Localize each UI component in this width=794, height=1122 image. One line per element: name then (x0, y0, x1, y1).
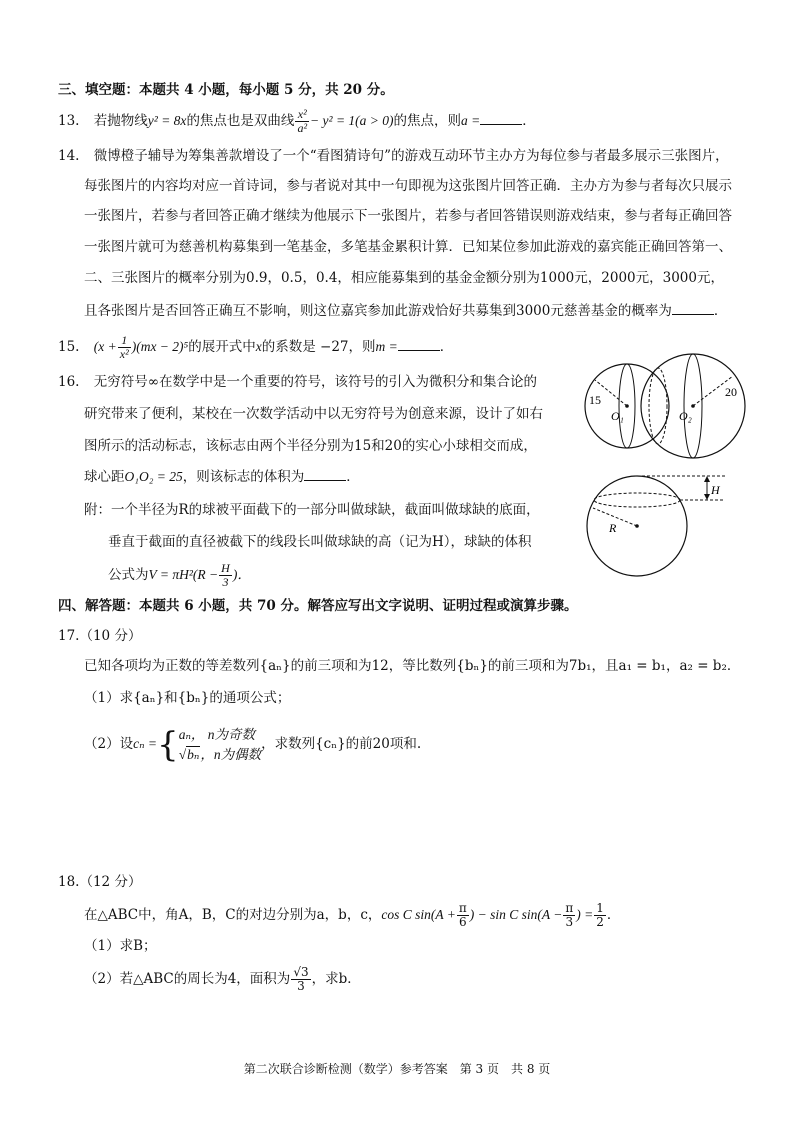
q17-sqrt-bn: bₙ (187, 746, 200, 762)
center-o2-point (691, 404, 695, 408)
question-16-line-1 (58, 372, 537, 392)
q15-text-mid: 的展开式中 (188, 339, 256, 355)
q13-hyperbola: − y² = 1(a > 0) (310, 113, 394, 128)
q17-part-2 (84, 722, 421, 766)
q18-eq-c: ) = (576, 907, 594, 922)
q16-number: 16. (58, 374, 80, 390)
q18-p2-den: 3 (297, 979, 305, 993)
q16-line-4: 球心距O₁O₂ = 25，则该标志的体积为 ． (84, 466, 360, 487)
label-r: R (609, 521, 617, 535)
q14-text-5: 二、三张图片的概率分别为0.9，0.5，0.4，相应能募集到的基金金额分别为1000元，2000元，3000元， (84, 270, 724, 286)
left-brace-icon: { (157, 724, 179, 765)
q14-text-6: 且各张图片是否回答正确互不影响，则这位嘉宾参加此游戏恰好共募集到3000元慈善基金的概率为 (84, 303, 672, 319)
q14-answer-blank[interactable] (672, 300, 714, 315)
section-4-heading: 四、解答题：本题共 6 小题，共 70 分。解答应写出文字说明、证明过程或演算步骤。 (58, 598, 578, 614)
q18-f3-den: 2 (596, 915, 604, 929)
q17-cn: cₙ = (133, 736, 158, 751)
q17-number: 17.（10 分） (58, 628, 142, 644)
q17-stem: 已知各项均为正数的等差数列{aₙ}的前三项和为12，等比数列{bₙ}的前三项和为7b₁，且a₁ = b₁，a₂ = b₂． (84, 658, 741, 674)
q18-f1-num: π (458, 901, 467, 915)
q13-ask: a = (461, 113, 481, 128)
q13-text: 若抛物线 (93, 113, 148, 129)
cap-base-circle (594, 493, 680, 507)
q16-note-3-pre: 公式为 (108, 567, 149, 583)
q16-text-1: 无穷符号∞在数学中是一个重要的符号，该符号的引入为微积分和集合论的 (93, 374, 538, 390)
label-15: 15 (589, 393, 601, 407)
center-o1-point (625, 404, 629, 408)
arrow-down-icon (704, 494, 710, 500)
q16-note-2: 垂直于截面的直径被截下的线段长叫做球缺的高（记为H），球缺的体积 (108, 534, 532, 550)
label-20: 20 (725, 385, 737, 399)
q14-line-6: 且各张图片是否回答正确互不影响，则这位嘉宾参加此游戏恰好共募集到3000元慈善基金的概率为 ． (84, 300, 727, 321)
q18-f2-num: π (565, 901, 574, 915)
q15-ask: m = (375, 339, 398, 354)
q14-text-3: 一张图片，若参与者回答正确才继续为他展示下一张图片，若参与者回答错误则游戏结束，参与者每正确回答 (84, 208, 732, 224)
q14-text-4: 一张图片就可为慈善机构募集到一笔基金，多笔基金累积计算．已知某位参加此游戏的嘉宾能正确回答第一、 (84, 239, 732, 255)
q17-case-odd: aₙ， n为奇数 (178, 726, 256, 742)
question-15: 15. (x + $\frac{1}{\text{x²}}$ )(mx − 2)⁵的展开式中x的系数是 −27，则m = ． (58, 333, 454, 361)
question-13: 13. 若抛物线y² = 8x的焦点也是双曲线 $\frac{\text{x²}}{\text{a²}}$ − y² = 1(a > 0)的焦点，则a = ． (58, 107, 536, 135)
cap-center-point (635, 524, 639, 528)
q16-formula-fraction (219, 562, 232, 589)
two-spheres-figure (575, 352, 770, 464)
spherical-cap-figure (585, 468, 735, 580)
q13-text-mid: 的焦点也是双曲线 (186, 113, 295, 129)
q13-answer-blank[interactable] (480, 110, 522, 125)
q18-eq-b: ) − sin C sin(A − (469, 907, 563, 922)
q15-answer-blank[interactable] (398, 336, 440, 351)
q18-f3-num: 1 (596, 901, 604, 915)
q13-frac-num: x² (295, 108, 309, 122)
q15-number: 15. (58, 339, 80, 355)
q16-note-3 (108, 562, 251, 589)
q16-text-4-pre: 球心距 (84, 469, 125, 485)
q13-frac-den: a² (297, 121, 308, 135)
label-o1: O₁ (611, 409, 624, 423)
q17-part-2-pre: （2）设 (84, 736, 134, 752)
q16-frac-den: 3 (222, 575, 229, 589)
q13-fraction (295, 108, 309, 135)
q15-fraction (118, 334, 131, 361)
q16-text-2: 研究带来了便利，某校在一次数学活动中以无穷符号为创意来源，设计了如右 (84, 406, 543, 422)
q17-case-even (179, 745, 261, 765)
q18-part-2 (84, 964, 361, 994)
q17-part-1: （1）求{aₙ}和{bₙ}的通项公式； (84, 690, 291, 706)
label-o2: O₂ (679, 409, 692, 423)
q17-cases (179, 725, 261, 765)
q18-part-1: （1）求B； (84, 938, 157, 954)
q16-frac-num: H (221, 561, 230, 575)
q14-text-1: 微博橙子辅导为筹集善款增设了一个“看图猜诗句”的游戏互动环节主办方为每位参与者最多展示三张图片， (93, 148, 729, 164)
q15-var: x (255, 339, 262, 354)
label-h: H (711, 483, 720, 497)
q13-text-post: 的焦点，则 (393, 113, 462, 129)
q16-note-3-post: )． (232, 567, 251, 582)
q17-part-2-post: ，求数列{cₙ}的前20项和. (261, 736, 422, 752)
q18-frac-sqrt3 (291, 966, 310, 993)
q16-center-distance: O₁O₂ = 25 (124, 469, 183, 484)
q15-expr-rest: )(mx − 2)⁵ (131, 339, 189, 354)
q18-p2-num: √3 (293, 965, 309, 979)
arrow-up-icon (704, 476, 710, 482)
q18-frac-pi3 (563, 902, 575, 929)
section-3-heading: 三、填空题：本题共 4 小题，每小题 5 分，共 20 分。 (58, 82, 394, 98)
q18-frac-pi6 (457, 902, 469, 929)
q18-eq-a: cos C sin(A + (381, 907, 456, 922)
q13-parabola: y² = 8x (147, 113, 187, 128)
q16-volume-formula: V = πH²(R − (148, 567, 219, 582)
q18-stem-pre: 在△ABC中，角A，B，C的对边分别为a，b，c， (84, 907, 382, 923)
page-footer: 第二次联合诊断检测（数学）参考答案 第 3 页 共 8 页 (243, 1062, 551, 1076)
q18-f2-den: 3 (565, 915, 574, 929)
q16-answer-blank[interactable] (304, 466, 346, 481)
q18-number: 18.（12 分） (58, 874, 142, 890)
q16-text-4-post: ，则该标志的体积为 (182, 469, 305, 485)
q17-case-even-rest: ，n为偶数 (200, 746, 262, 762)
q15-frac-num: 1 (118, 334, 131, 348)
q16-text-3: 图所示的活动标志，该标志由两个半径分别为15和20的实心小球相交而成， (84, 438, 537, 454)
q14-number: 14. (58, 148, 80, 164)
q15-text-mid2: 的系数是 −27，则 (261, 339, 376, 355)
intersection-circle (649, 368, 667, 444)
sqrt-icon: √ (178, 746, 187, 762)
q18-eq-end: ． (606, 907, 621, 923)
q15-expr-open: (x + (93, 339, 117, 354)
q18-part-2-post: ，求b． (311, 971, 361, 987)
q18-part-2-pre: （2）若△ABC的周长为4，面积为 (84, 971, 291, 987)
q18-frac-half (594, 902, 606, 929)
q18-stem (84, 900, 620, 930)
q14-text-2: 每张图片的内容均对应一首诗词，参与者说对其中一句即视为这张图片回答正确．主办方为参与者每次只展示 (84, 178, 732, 194)
q18-f1-den: 6 (459, 915, 467, 929)
q15-frac-den: x² (119, 347, 129, 361)
q13-number: 13. (58, 113, 80, 129)
q16-note-1: 附：一个半径为R的球被平面截下的一部分叫做球缺，截面叫做球缺的底面， (84, 502, 540, 518)
question-14-line-1 (58, 146, 729, 166)
